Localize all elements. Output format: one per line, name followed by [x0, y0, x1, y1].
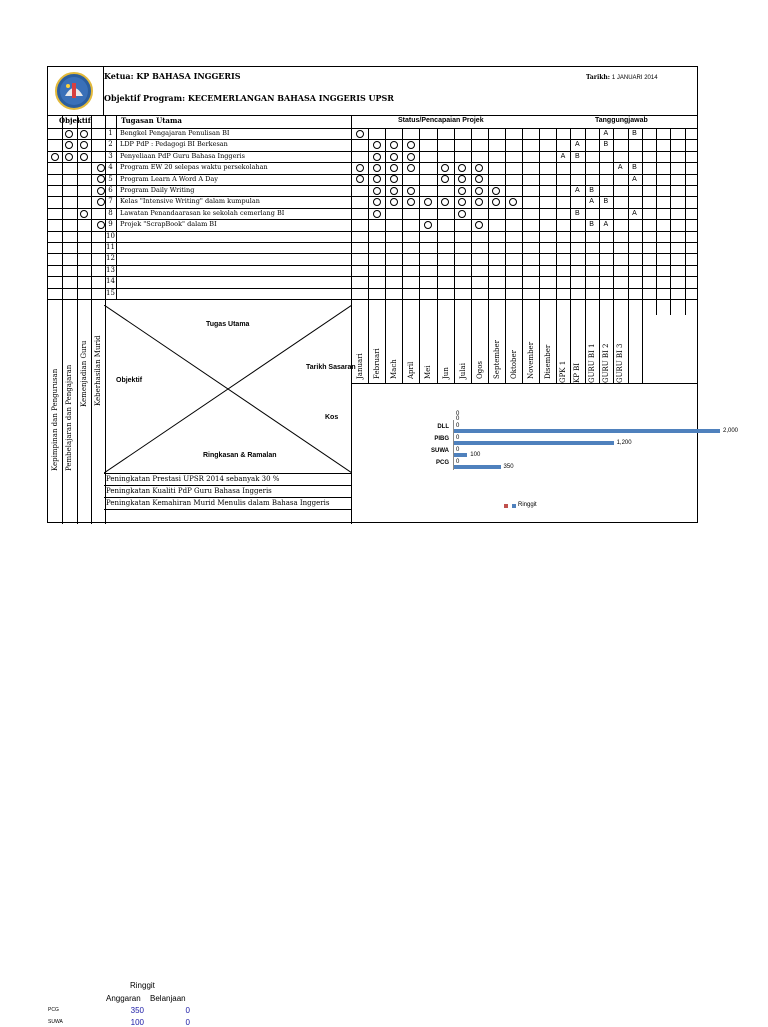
bottom-row-anggaran: 350 — [130, 1006, 144, 1015]
matrix-tugas-utama: Tugas Utama — [206, 321, 250, 328]
task-name: Program Learn A Word A Day — [120, 174, 218, 183]
grid-line — [642, 128, 643, 383]
grid-line — [522, 128, 523, 383]
status-circle-icon — [65, 153, 73, 161]
bottom-table-title: Ringgit — [130, 981, 155, 990]
responsibility-letter: B — [632, 130, 637, 137]
status-circle-icon — [458, 210, 466, 218]
tugasan-header: Tugasan Utama — [121, 116, 182, 125]
chart-zero-label: 0 — [456, 411, 460, 417]
task-number: 6 — [108, 186, 113, 194]
status-circle-icon — [407, 141, 415, 149]
status-circle-icon — [475, 175, 483, 183]
task-name: Bengkel Pengajaran Penulisan BI — [120, 129, 230, 137]
person-label: GURU BI 1 — [587, 343, 596, 383]
grid-line — [685, 128, 686, 315]
grid-line — [488, 128, 489, 383]
chart-axis — [453, 420, 454, 470]
task-name: LDP PdP : Pedagogi BI Berkesan — [120, 140, 228, 149]
tarikh-label: Tarikh: — [586, 74, 610, 81]
task-name: Penyeliaan PdP Guru Bahasa Inggeris — [120, 151, 245, 160]
task-number: 12 — [106, 254, 115, 263]
month-label: April — [407, 361, 416, 379]
month-label: Ogos — [475, 360, 484, 379]
status-circle-icon — [373, 164, 381, 172]
task-number: 2 — [108, 140, 113, 149]
month-label: Februari — [373, 348, 382, 379]
status-circle-icon — [373, 141, 381, 149]
responsibility-letter: B — [574, 209, 580, 217]
person-label: GURU BI 3 — [616, 343, 625, 383]
matrix-objektif: Objektif — [116, 377, 143, 384]
matrix-x-diagram — [104, 305, 352, 473]
status-circle-icon — [390, 141, 398, 149]
status-circle-icon — [97, 221, 105, 229]
summary-line: Peningkatan Kemahiran Murid Menulis dalam Bahasa Inggeris — [106, 499, 330, 507]
chart-zero-label: 0 — [456, 447, 460, 453]
responsibility-letter: A — [574, 141, 580, 149]
bottom-col-belanjaan: Belanjaan — [150, 994, 186, 1003]
status-circle-icon — [97, 198, 105, 206]
status-circle-icon — [509, 198, 517, 206]
status-circle-icon — [390, 164, 398, 172]
chart-category-label: PIBG — [434, 436, 449, 442]
responsibility-letter: B — [632, 164, 637, 172]
status-circle-icon — [407, 153, 415, 161]
task-number: 7 — [108, 197, 113, 206]
chart-zero-label: 0 — [456, 459, 460, 465]
responsibility-letter: B — [589, 187, 594, 194]
bottom-row-belanjaan: 0 — [185, 1006, 190, 1015]
chart-zero-label: 0 — [456, 435, 460, 441]
chart-value-label: 1,200 — [616, 440, 632, 446]
responsibility-letter: A — [574, 187, 580, 194]
tanggungjawab-header: Tanggungjawab — [595, 117, 648, 124]
grid-line — [104, 473, 352, 474]
chart-value-label: 350 — [503, 464, 514, 470]
grid-line — [656, 128, 657, 315]
status-circle-icon — [80, 130, 88, 138]
task-number: 9 — [108, 220, 113, 229]
grid-line — [539, 128, 540, 383]
grid-line — [104, 509, 352, 510]
status-circle-icon — [390, 187, 398, 195]
status-circle-icon — [441, 175, 449, 183]
status-circle-icon — [97, 187, 105, 195]
ketua-label: Ketua: — [104, 71, 134, 81]
status-circle-icon — [441, 198, 449, 206]
grid-line — [104, 485, 352, 486]
status-circle-icon — [356, 175, 364, 183]
grid-line — [419, 128, 420, 383]
status-circle-icon — [80, 141, 88, 149]
month-label: Oktober — [509, 350, 518, 379]
status-circle-icon — [458, 175, 466, 183]
status-circle-icon — [424, 198, 432, 206]
objective-label: Kemenjadian Guru — [80, 340, 88, 407]
month-label: September — [492, 340, 501, 379]
status-circle-icon — [80, 210, 88, 218]
status-circle-icon — [458, 187, 466, 195]
status-circle-icon — [65, 141, 73, 149]
status-circle-icon — [373, 187, 381, 195]
grid-line — [437, 128, 438, 383]
grid-line — [670, 128, 671, 315]
status-circle-icon — [356, 130, 364, 138]
task-name: Program EW 20 selepas waktu persekolahan — [120, 163, 268, 172]
summary-line: Peningkatan Kualiti PdP Guru Bahasa Inggeris — [106, 487, 272, 495]
grid-line — [570, 128, 571, 383]
grid-line — [402, 128, 403, 383]
chart-value-label: 100 — [470, 452, 481, 458]
task-number: 13 — [106, 265, 115, 274]
status-circle-icon — [475, 198, 483, 206]
objektif-program-value: KECEMERLANGAN BAHASA INGGERIS UPSR — [187, 93, 394, 103]
status-circle-icon — [475, 221, 483, 229]
month-label: Januari — [356, 353, 364, 379]
objective-label: Pembelajaran dan Pengajaran — [65, 364, 73, 471]
chart-value-label: 2,000 — [723, 428, 739, 434]
chart-bar — [454, 429, 720, 433]
status-circle-icon — [390, 153, 398, 161]
status-circle-icon — [407, 198, 415, 206]
task-number: 4 — [108, 163, 113, 172]
responsibility-letter: A — [632, 209, 637, 217]
chart-bar — [454, 441, 614, 445]
status-circle-icon — [65, 130, 73, 138]
task-name: Projek "ScrapBook" dalam BI — [120, 220, 217, 229]
status-circle-icon — [424, 221, 432, 229]
month-label: Disember — [544, 344, 553, 379]
task-number: 3 — [108, 151, 113, 160]
status-circle-icon — [492, 187, 500, 195]
status-circle-icon — [390, 198, 398, 206]
person-label: GPK 1 — [559, 360, 567, 383]
chart-category-label: PCG — [435, 460, 449, 466]
status-circle-icon — [458, 164, 466, 172]
task-name: Lawatan Penandaarasan ke sekolah cemerlang BI — [120, 208, 285, 217]
task-name: Program Daily Writing — [120, 186, 195, 194]
task-number: 15 — [106, 288, 115, 297]
person-label: GURU BI 2 — [601, 343, 610, 383]
legend-swatch-ringgit — [512, 504, 516, 508]
responsibility-letter: A — [632, 175, 637, 183]
legend-label: Ringgit — [518, 502, 537, 508]
status-circle-icon — [373, 210, 381, 218]
grid-line — [368, 128, 369, 383]
bottom-row-anggaran: 100 — [130, 1018, 144, 1027]
school-logo-icon — [55, 72, 93, 110]
responsibility-letter: A — [603, 221, 609, 229]
grid-line — [385, 128, 386, 383]
grid-line — [585, 128, 586, 383]
responsibility-letter: A — [560, 152, 566, 160]
grid-line — [104, 497, 352, 498]
matrix-ringkasan: Ringkasan & Ramalan — [203, 452, 277, 459]
objektif-program-label: Objektif Program: — [104, 93, 186, 103]
status-circle-icon — [97, 175, 105, 183]
summary-line: Peningkatan Prestasi UPSR 2014 sebanyak 30 % — [106, 475, 280, 483]
chart-category-label: DLL — [437, 424, 449, 430]
status-circle-icon — [51, 153, 59, 161]
responsibility-letter: B — [574, 152, 580, 160]
task-number: 1 — [108, 129, 113, 137]
task-number: 5 — [108, 174, 113, 183]
status-circle-icon — [475, 187, 483, 195]
task-number: 10 — [106, 231, 115, 240]
chart-bar — [454, 465, 501, 469]
status-circle-icon — [373, 198, 381, 206]
legend-swatch-belanjaan — [504, 504, 508, 508]
responsibility-letter: A — [617, 164, 623, 172]
responsibility-letter: A — [603, 130, 609, 137]
project-sheet — [47, 66, 739, 523]
grid-line — [505, 128, 506, 383]
status-circle-icon — [407, 164, 415, 172]
status-circle-icon — [373, 153, 381, 161]
status-circle-icon — [407, 187, 415, 195]
objective-label: Keberhasilan Murid — [94, 335, 102, 406]
person-label: KP BI — [573, 362, 582, 383]
objective-label: Kepimpinan dan Pengurusan — [51, 368, 59, 471]
matrix-tarikh: Tarikh Sasaran — [306, 364, 356, 371]
chart-bar — [454, 453, 467, 457]
status-header: Status/Pencapaian Projek — [398, 117, 484, 124]
status-circle-icon — [373, 175, 381, 183]
grid-line — [116, 115, 117, 299]
bottom-col-anggaran: Anggaran — [106, 994, 141, 1003]
chart-zero-label: 0 — [456, 423, 460, 429]
status-circle-icon — [458, 198, 466, 206]
grid-line — [454, 128, 455, 383]
chart-zero-label: 0 — [456, 416, 460, 422]
month-label: November — [527, 341, 535, 379]
status-circle-icon — [356, 164, 364, 172]
status-circle-icon — [441, 164, 449, 172]
status-circle-icon — [475, 164, 483, 172]
bottom-row-label: SUWA — [48, 1019, 63, 1025]
chart-category-label: SUWA — [431, 448, 449, 454]
grid-line — [91, 115, 92, 524]
grid-line — [471, 128, 472, 383]
month-label: Mach — [390, 359, 399, 379]
task-number: 8 — [108, 208, 113, 217]
month-label: Julai — [458, 363, 467, 379]
grid-line — [556, 128, 557, 383]
ketua-value: KP BAHASA INGGERIS — [136, 71, 241, 81]
status-circle-icon — [80, 153, 88, 161]
responsibility-letter: B — [589, 221, 594, 229]
responsibility-letter: A — [589, 198, 594, 206]
task-number: 14 — [106, 277, 115, 286]
tarikh-value: 1 JANUARI 2014 — [611, 75, 658, 81]
month-label: Jun — [441, 367, 450, 379]
matrix-kos: Kos — [325, 414, 339, 421]
grid-line — [351, 383, 697, 384]
responsibility-letter: B — [603, 141, 609, 149]
task-number: 11 — [106, 243, 115, 251]
grid-line — [77, 115, 78, 524]
status-circle-icon — [97, 164, 105, 172]
bottom-row-label: PCG — [48, 1007, 59, 1013]
status-circle-icon — [390, 175, 398, 183]
grid-line — [62, 115, 63, 524]
responsibility-letter: B — [603, 198, 609, 206]
task-name: Kelas "Intensive Writing" dalam kumpulan — [120, 197, 260, 206]
month-label: Mei — [424, 365, 433, 379]
objektif-header: Objektif — [59, 116, 91, 125]
status-circle-icon — [492, 198, 500, 206]
grid-line — [599, 128, 600, 383]
bottom-row-belanjaan: 0 — [185, 1018, 190, 1027]
